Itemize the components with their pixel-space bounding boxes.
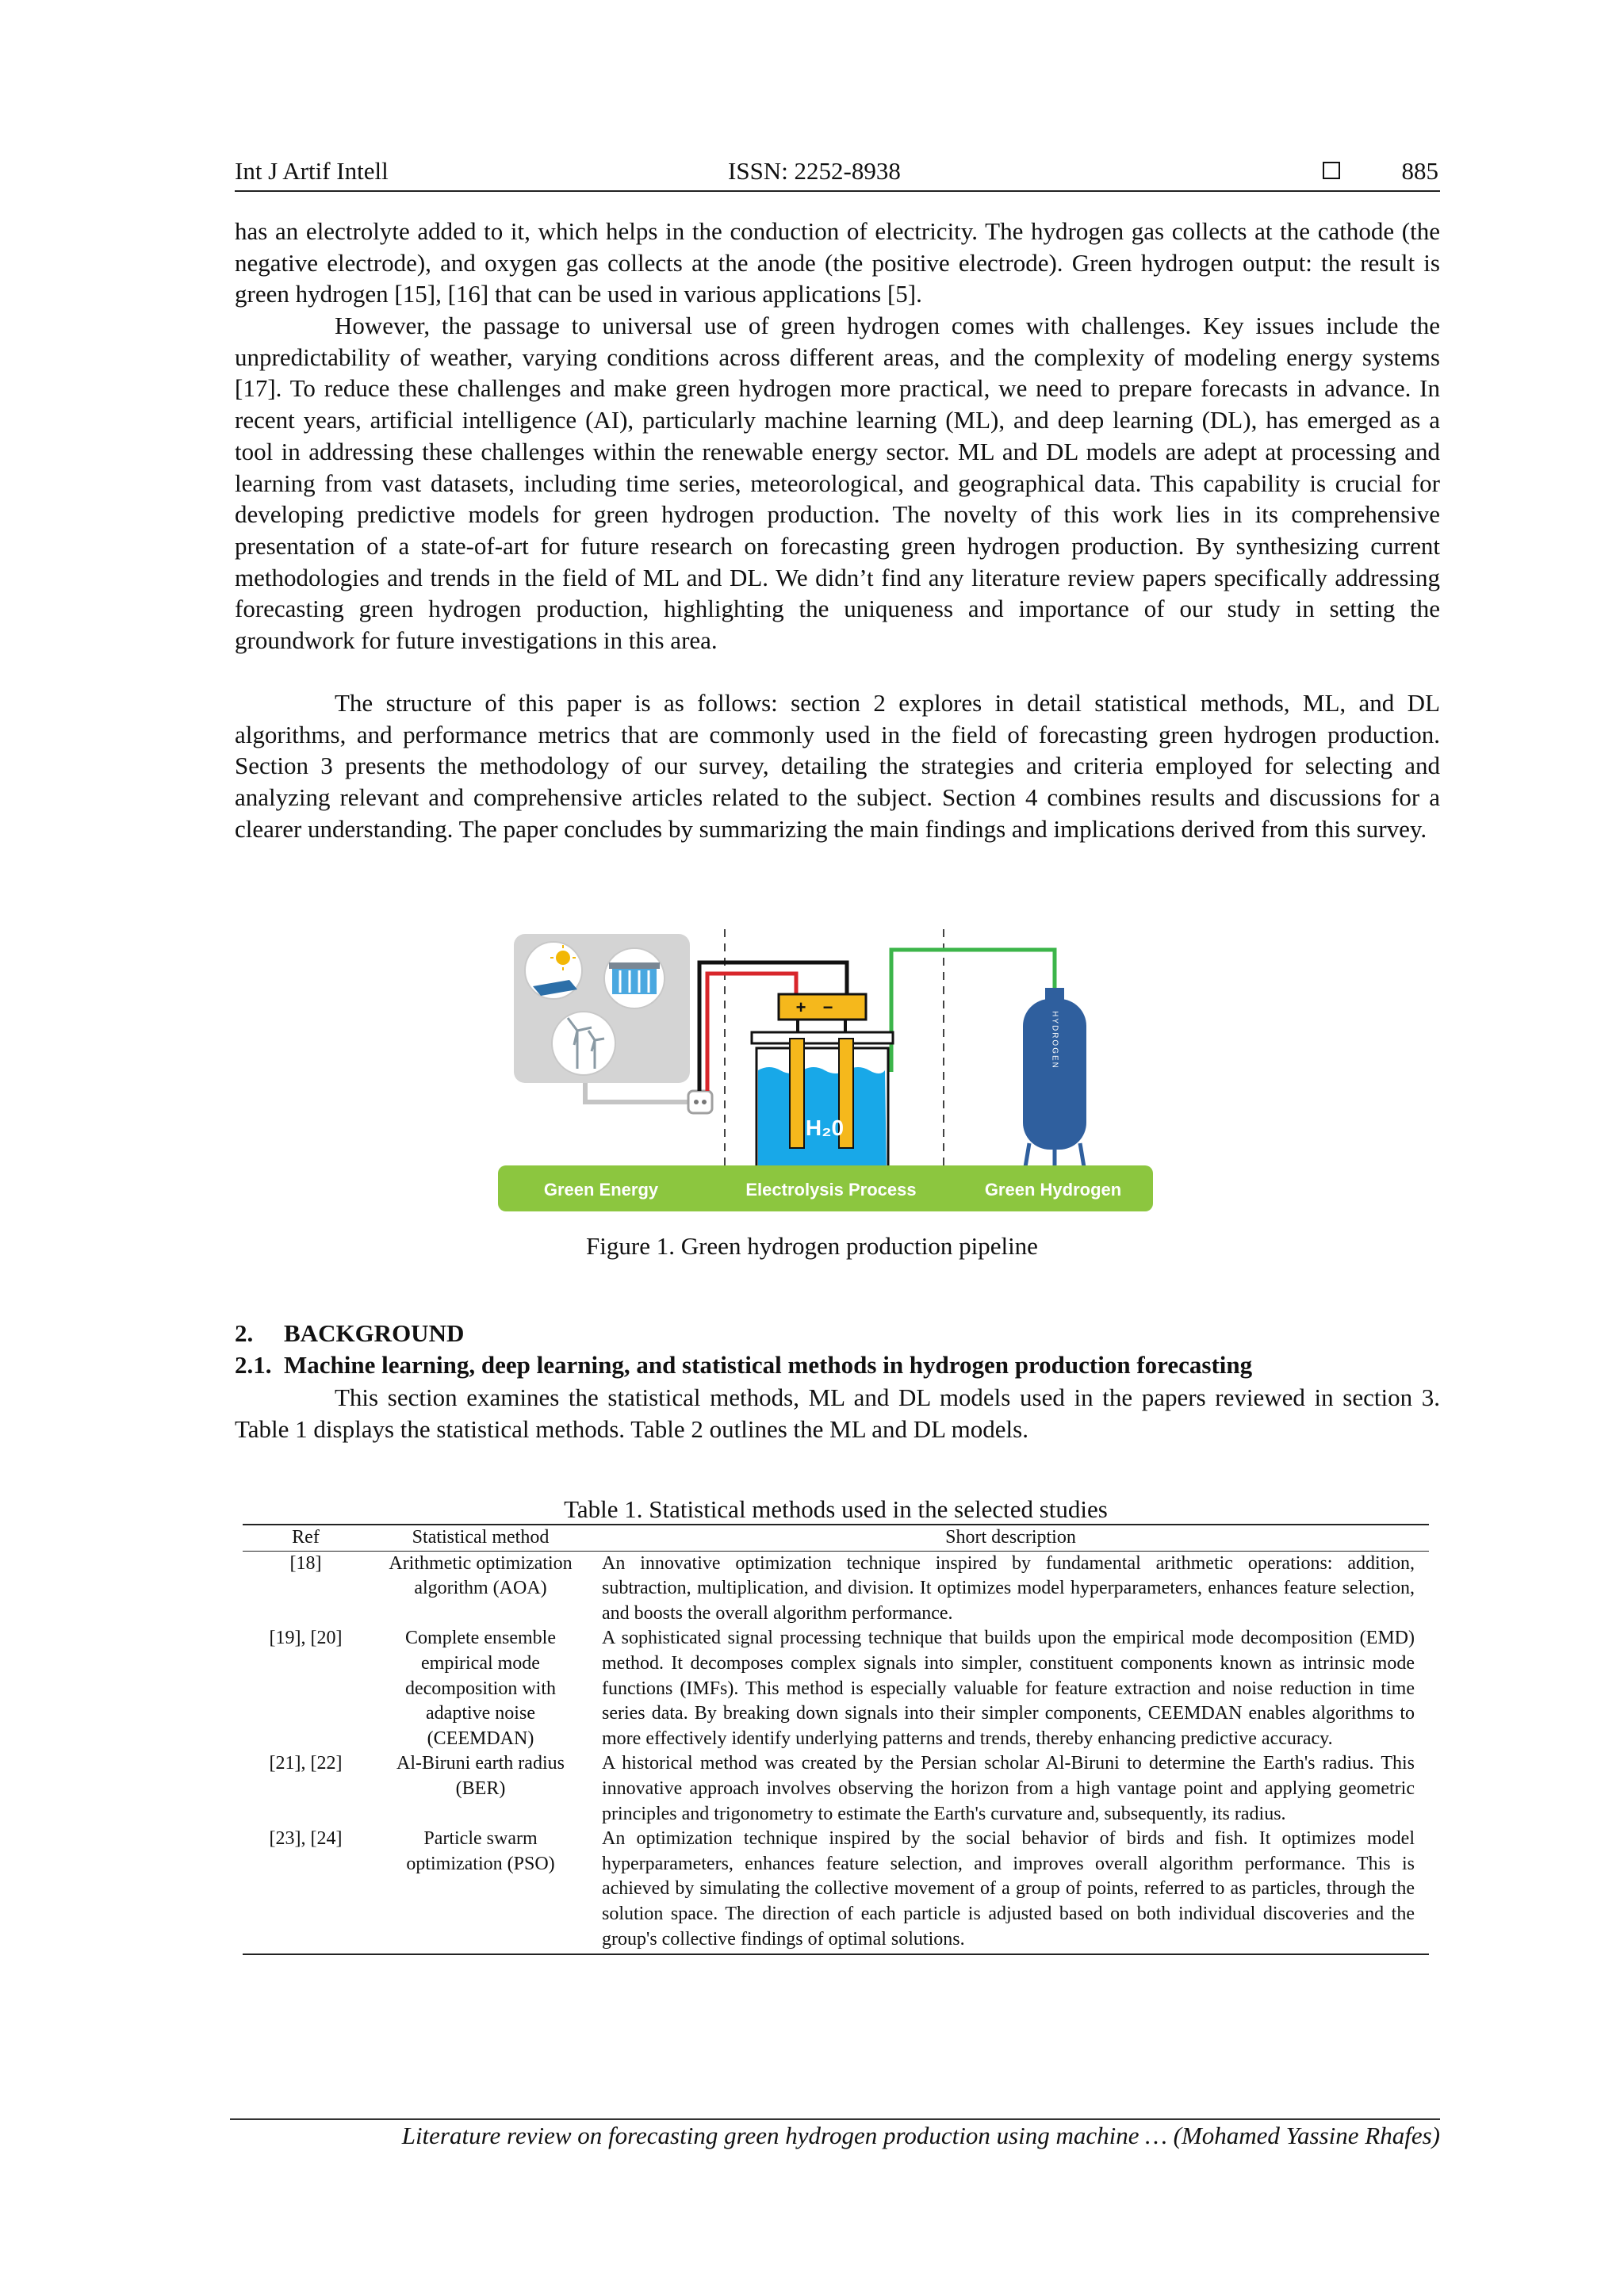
paragraph-2: However, the passage to universal use of green hydrogen comes with challenges. Key issues include the unpredictability of weather, varying conditions across different areas, and the complexity of modeling energy systems [17]. To reduce these challenges and make green hydrogen more practical, we need to prepare forecasts in advance. In recent years, artificial intelligence (AI), particularly machine learning (ML), and deep learning (DL), has emerged as a tool in addressing these challenges within the renewable energy sector. ML and DL models are adept at processing and learning from vast datasets, including time series, meteorological, and geographical data. This capability is crucial for developing predictive models for green hydrogen production. The novelty of this work lies in its comprehensive presentation of a state-of-art for future research on forecasting green hydrogen production. By synthesizing current methodologies and trends in the field of ML and DL. We didn’t find any literature review papers specifically addressing forecasting green hydrogen production, highlighting the uniqueness and importance of our study in setting the groundwork for future investigations in this area. [235,312,1440,655]
statistical-methods-table [243,1524,1429,1955]
table-row [243,1827,1429,1954]
square-bullet-icon [1323,162,1340,179]
subsection-heading: 2.1. Machine learning, deep learning, and statistical methods in hydrogen production forecasting [235,1351,1253,1379]
tank-text: HYDROGEN [1050,1011,1059,1070]
solar-panel-icon [525,942,582,999]
electrolysis-tank [752,1032,893,1177]
row-method: Complete ensemble empirical mode decomposition with adaptive noise (CEEMDAN) [405,1628,556,1749]
figure-caption: Figure 1. Green hydrogen production pipeline [586,1232,1038,1260]
paragraph-1: has an electrolyte added to it, which helps in the conduction of electricity. The hydrogen gas collects at the cathode (the negative electrode), and oxygen gas collects at the anode (the positive electrode). Green hydrogen output: the result is green hydrogen [15], [16] that can be used in various applications [5]. [235,217,1440,308]
table-row [243,1551,1429,1626]
green-hydrogen-pipeline-diagram [498,929,1172,1269]
table-caption: Table 1. Statistical methods used in the selected studies [564,1495,1108,1523]
water-label: H₂0 [805,1115,845,1140]
col-method: Statistical method [369,1525,592,1551]
issn: ISSN: 2252-8938 [728,157,901,185]
row-ref: [18] [289,1552,322,1574]
row-method: Particle swarm optimization (PSO) [369,1827,592,1954]
row-method: Arithmetic optimization algorithm (AOA) [389,1552,573,1599]
battery-plus: + [795,997,806,1017]
section-heading: 2. BACKGROUND [235,1319,465,1347]
table-header-row [243,1525,1429,1551]
page-number: 885 [1401,157,1438,185]
table-row [243,1751,1429,1827]
label-electrolysis: Electrolysis Process [745,1180,917,1200]
row-method: Al-Biruni earth radius (BER) [396,1753,565,1799]
row-ref: [21], [22] [269,1753,343,1774]
row-description: An innovative optimization technique inspired by fundamental arithmetic operations: addition, subtraction, multiplication, and division. It optimizes model hyperparameters, enhances feature selection, and boosts the overall algorithm performance. [602,1552,1415,1624]
battery-minus: − [822,997,833,1017]
figure-1 [498,929,1172,1269]
label-green-hydrogen: Green Hydrogen [984,1180,1122,1200]
wind-turbine-icon [552,1012,615,1075]
label-green-energy: Green Energy [543,1180,659,1200]
paragraph-3: The structure of this paper is as follows: section 2 explores in detail statistical methods, ML, and DL algorithms, and performance metrics that are commonly used in the field of forecasting green hydrogen production. Section 3 presents the methodology of our survey, detailing the strategies and criteria employed for selecting and analyzing relevant and comprehensive articles related to the subject. Section 4 combines results and discussions for a clearer understanding. The paper concludes by summarizing the main findings and implications derived from this survey. [235,689,1440,843]
grey-cable [585,1083,688,1102]
running-header [235,155,1440,192]
table-row [243,1626,1429,1751]
hydro-dam-icon [604,948,665,1008]
footer-rule [230,2118,1440,2120]
row-description: A historical method was created by the Persian scholar Al-Biruni to determine the Earth's radius. This innovative approach involves observing the horizon from a high vantage point and applying geometric principles and trigonometry to estimate the Earth's curvature and, subsequently, its radius. [602,1753,1415,1824]
hydrogen-tank-icon [1021,988,1088,1191]
row-ref: [23], [24] [243,1827,369,1954]
row-ref: [19], [20] [269,1628,343,1649]
col-ref: Ref [243,1525,369,1551]
section-intro: This section examines the statistical methods, ML and DL models used in the papers reviewed in section 3. Table 1 displays the statistical methods. Table 2 outlines the ML and DL models. [235,1383,1440,1443]
row-description: An optimization technique inspired by the social behavior of birds and fish. It optimizes model hyperparameters, enhances feature selection, and improves overall algorithm performance. This is achieved by simulating the collective movement of a group of points, referred to as particles, through the solution space. The direction of each particle is adjusted based on both individual discoveries and the group's collective findings of optimal solutions. [592,1827,1429,1954]
battery-icon [779,994,866,1020]
journal-name: Int J Artif Intell [235,157,389,185]
col-description: Short description [592,1525,1429,1551]
running-footer: Literature review on forecasting green hydrogen production using machine … (Mohamed Yassine Rhafes) [401,2122,1440,2149]
row-description: A sophisticated signal processing technique that builds upon the empirical mode decomposition (EMD) method. It decomposes complex signals into simpler, constituent components known as intrinsic mode functions (IMFs). This method is especially valuable for feature extraction and noise reduction in time series data. By breaking down signals into their simpler components, CEEMDAN enables algorithms to more effectively identify underlying patterns and trends, thereby enhancing predictive accuracy. [602,1628,1415,1749]
power-socket-icon [688,1091,712,1113]
